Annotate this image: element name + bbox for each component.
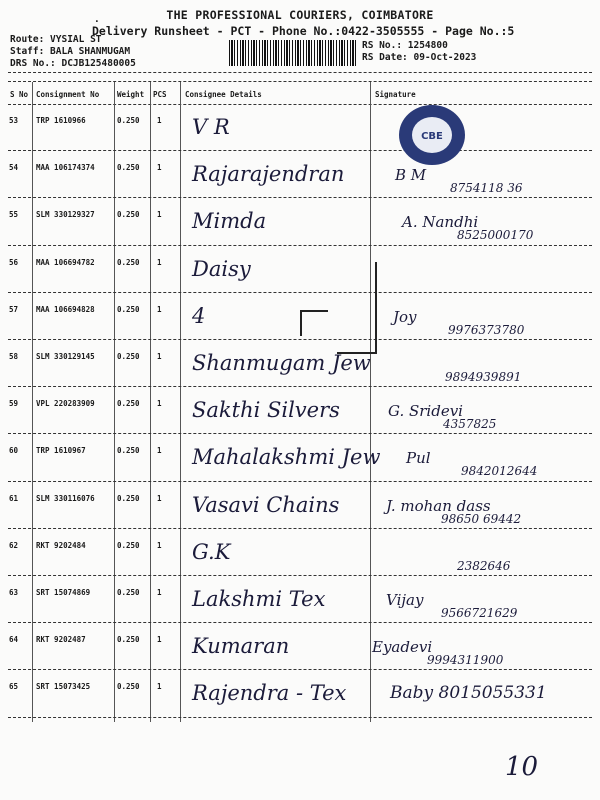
col-pcs: PCS [153,90,167,99]
row-sno: 60 [9,446,19,456]
row-sno: 55 [9,210,19,220]
row-phone: 8754118 36 [450,181,523,196]
row-pcs: 1 [157,304,162,314]
row-pcs: 1 [157,446,162,456]
row-weight: 0.250 [117,352,140,361]
row-consignment: SRT 15074869 [36,588,91,597]
row-consignment: VPL 220283909 [36,399,95,409]
row-consignment: MAA 106694782 [36,257,95,267]
row-sno: 57 [9,304,19,314]
row-weight: 0.250 [117,446,140,456]
row-weight: 0.250 [117,304,140,314]
row-consignee: Vasavi Chains [192,492,340,517]
table-row [0,534,600,581]
row-consignment: SLM 330129145 [36,352,95,361]
row-consignment: SRT 15073425 [36,682,91,692]
row-sno: 59 [9,399,19,409]
table-row [0,345,600,392]
row-consignee: V R [192,115,230,139]
header-dot: . [94,14,100,25]
table-row [0,675,600,722]
table-row [0,581,600,628]
row-divider [8,622,592,623]
row-phone: 9976373780 [448,322,525,337]
row-pcs: 1 [157,163,162,173]
row-phone: 98650 69442 [441,511,522,526]
col-consignee: Consignee Details [185,90,262,99]
row-weight: 0.250 [117,163,140,173]
row-weight: 0.250 [117,635,140,645]
row-weight: 0.250 [117,588,140,597]
rs-number: RS No.: 1254800 [362,40,448,51]
table-row [0,392,600,439]
table-row [0,156,600,203]
row-divider [8,669,592,670]
row-weight: 0.250 [117,682,140,692]
staff-label: Staff: BALA SHANMUGAM [10,46,131,57]
row-signature: Eyadevi [372,638,433,657]
header-divider [8,81,592,82]
row-sno: 61 [9,493,19,503]
row-signature: Joy [393,307,417,326]
row-pcs: 1 [157,635,162,645]
row-sno: 64 [9,635,19,645]
row-consignment: TRP 1610966 [36,116,86,125]
handwritten-mark [300,310,328,336]
row-divider [8,339,592,340]
office-stamp [397,103,467,167]
table-row [0,439,600,486]
company-name: THE PROFESSIONAL COURIERS, COIMBATORE [166,8,434,22]
column-header-divider [8,104,592,105]
row-sno: 53 [9,116,19,125]
col-consignment: Consignment No [36,90,100,99]
route-label: Route: VYSIAL ST [10,34,102,45]
row-consignee: Daisy [192,256,251,281]
row-phone: 9566721629 [441,606,518,620]
row-weight: 0.250 [117,210,140,220]
table-row [0,628,600,675]
row-consignee: Mimda [192,209,267,234]
col-sno: S No [10,90,29,99]
row-pcs: 1 [157,257,162,267]
row-consignee: Rajendra - Tex [192,681,347,706]
row-consignment: RKT 9202487 [36,635,86,645]
row-pcs: 1 [157,210,162,220]
row-phone: 8525000170 [457,228,534,243]
row-phone: 4357825 [443,417,497,432]
row-consignment: TRP 1610967 [36,446,86,456]
row-pcs: 1 [157,399,162,409]
barcode [229,40,357,66]
row-weight: 0.250 [117,257,140,267]
rs-date: RS Date: 09-Oct-2023 [362,52,477,63]
row-signature: Baby 8015055331 [390,683,547,704]
runsheet-title: Delivery Runsheet - PCT - Phone No.:0422-3505555 - Page No.:5 [92,24,515,38]
row-sno: 58 [9,352,19,361]
row-consignee: Shanmugam Jew [192,351,371,375]
row-signature: Vijay [386,591,424,609]
row-pcs: 1 [157,352,162,361]
row-consignee: Kumaran [192,634,290,659]
col-signature: Signature [375,90,416,99]
row-divider [8,197,592,198]
row-pcs: 1 [157,682,162,692]
row-divider [8,575,592,576]
row-sno: 62 [9,540,19,550]
row-sno: 63 [9,588,19,597]
row-pcs: 1 [157,116,162,125]
row-signature: Pul [406,449,431,468]
row-sno: 65 [9,682,19,692]
row-weight: 0.250 [117,399,140,409]
row-consignee: Lakshmi Tex [192,587,326,611]
row-consignment: RKT 9202484 [36,540,86,550]
table-row [0,487,600,534]
row-sno: 54 [9,163,19,173]
row-consignee: Rajarajendran [192,162,345,187]
row-weight: 0.250 [117,493,140,503]
row-pcs: 1 [157,493,162,503]
row-phone: 9994311900 [427,653,504,668]
table-row [0,109,600,156]
table-row [0,251,600,298]
row-divider [8,717,592,718]
row-phone: 2382646 [457,558,511,573]
row-consignment: MAA 106694828 [36,304,95,314]
drs-number: DRS No.: DCJB125480005 [10,58,136,69]
row-phone: 9842012644 [461,464,538,479]
row-divider [8,433,592,434]
row-signature: A. Nandhi [402,213,479,232]
row-pcs: 1 [157,588,162,597]
handwritten-mark [337,262,377,354]
row-sno: 56 [9,257,19,267]
stamp-text: CBE [421,131,443,142]
row-signature: B M [395,166,427,185]
table-row [0,203,600,250]
row-divider [8,481,592,482]
row-signature: J. mohan dass [386,496,491,515]
row-pcs: 1 [157,540,162,550]
row-weight: 0.250 [117,540,140,550]
row-consignee: Sakthi Silvers [192,398,340,423]
row-divider [8,386,592,387]
row-consignment: SLM 330116076 [36,493,95,503]
row-consignee: G.K [192,539,231,564]
row-phone: 9894939891 [445,370,522,384]
header-divider [8,72,592,73]
row-consignment: MAA 106174374 [36,163,95,173]
row-signature: G. Sridevi [388,402,463,421]
row-divider [8,245,592,246]
row-consignment: SLM 330129327 [36,210,95,220]
row-weight: 0.250 [117,116,140,125]
row-divider [8,292,592,293]
row-consignee: Mahalakshmi Jew [192,445,381,470]
row-divider [8,150,592,151]
handwritten-page-mark: 10 [505,752,539,782]
row-consignee: 4 [192,303,206,328]
row-divider [8,528,592,529]
col-weight: Weight [117,90,145,99]
